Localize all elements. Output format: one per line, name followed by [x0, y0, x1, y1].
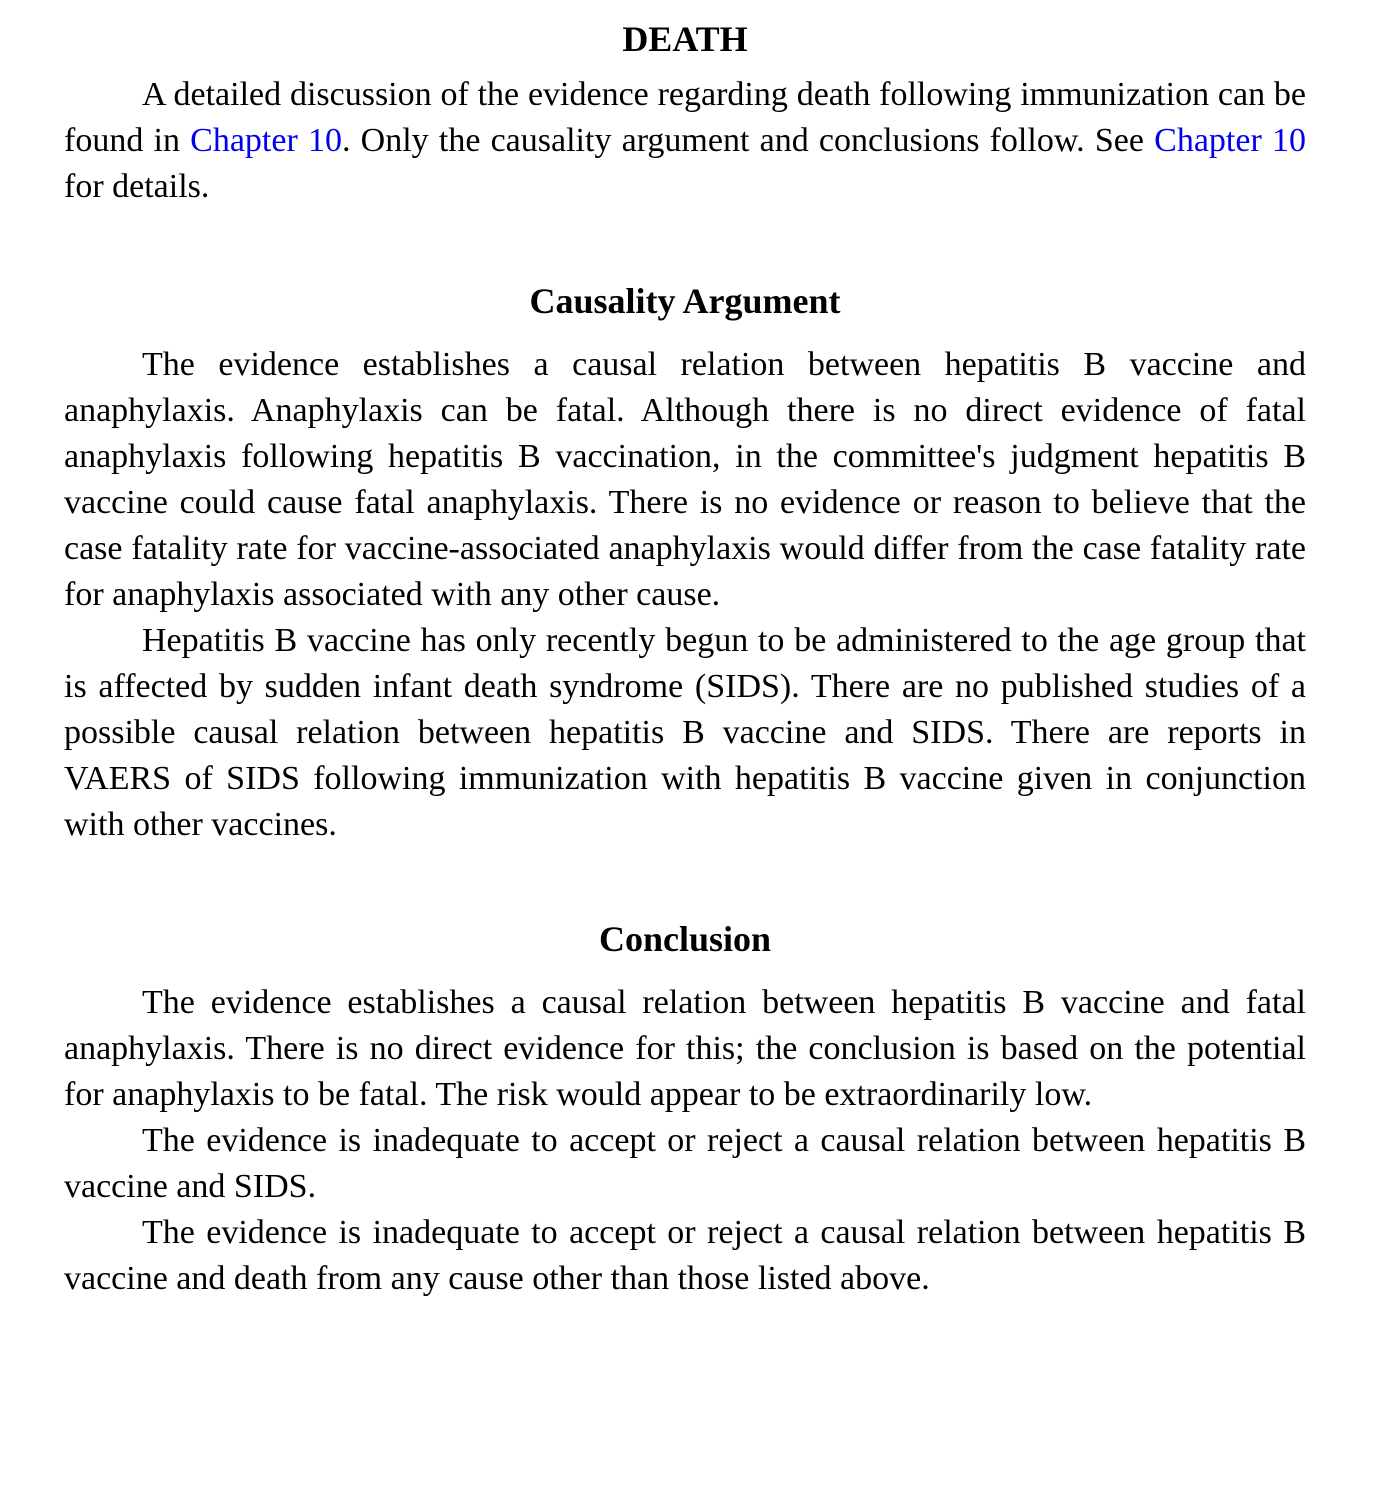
causality-paragraph-2: Hepatitis B vaccine has only recently begun to be administered to the age group that is affected by sudden infant death syndrome (SIDS). There are no published studies of a possible causal relation between hepatitis B vaccine and SIDS. There are reports in VAERS of SIDS following immunization with hepatitis B vaccine given in conjunction with other vaccines.	[64, 622, 1306, 843]
chapter-10-link-2[interactable]: Chapter 10	[1154, 122, 1306, 159]
intro-text-2: . Only the causality argument and conclusions follow. See	[341, 122, 1155, 159]
intro-text-3: for details.	[64, 168, 210, 205]
intro-text-1: A detailed discussion of the evidence regarding death following immunization can be found in	[64, 76, 1306, 159]
conclusion-paragraph-2: The evidence is inadequate to accept or reject a causal relation between hepatitis B vaccine and SIDS.	[64, 1122, 1306, 1205]
conclusion-paragraph-1: The evidence establishes a causal relation between hepatitis B vaccine and fatal anaphylaxis. There is no direct evidence for this; the conclusion is based on the potential for anaphylaxis to be fatal. The risk would appear to be extraordinarily low.	[64, 984, 1306, 1113]
chapter-10-link[interactable]: Chapter 10	[190, 122, 342, 159]
page-title: DEATH	[622, 19, 748, 59]
causality-paragraph-1: The evidence establishes a causal relation between hepatitis B vaccine and anaphylaxis. Anaphylaxis can be fatal. Although there is no direct evidence of fatal anaphylaxis following hepatitis B vaccination, in the committee's judgment hepatitis B vaccine could cause fatal anaphylaxis. There is no evidence or reason to believe that the case fatality rate for vaccine-associated anaphylaxis would differ from the case fatality rate for anaphylaxis associated with any other cause.	[64, 346, 1306, 613]
causality-heading: Causality Argument	[529, 281, 841, 321]
intro-paragraph	[64, 72, 1306, 210]
conclusion-paragraph-3: The evidence is inadequate to accept or reject a causal relation between hepatitis B vaccine and death from any cause other than those listed above.	[64, 1214, 1306, 1297]
conclusion-heading: Conclusion	[598, 919, 772, 959]
